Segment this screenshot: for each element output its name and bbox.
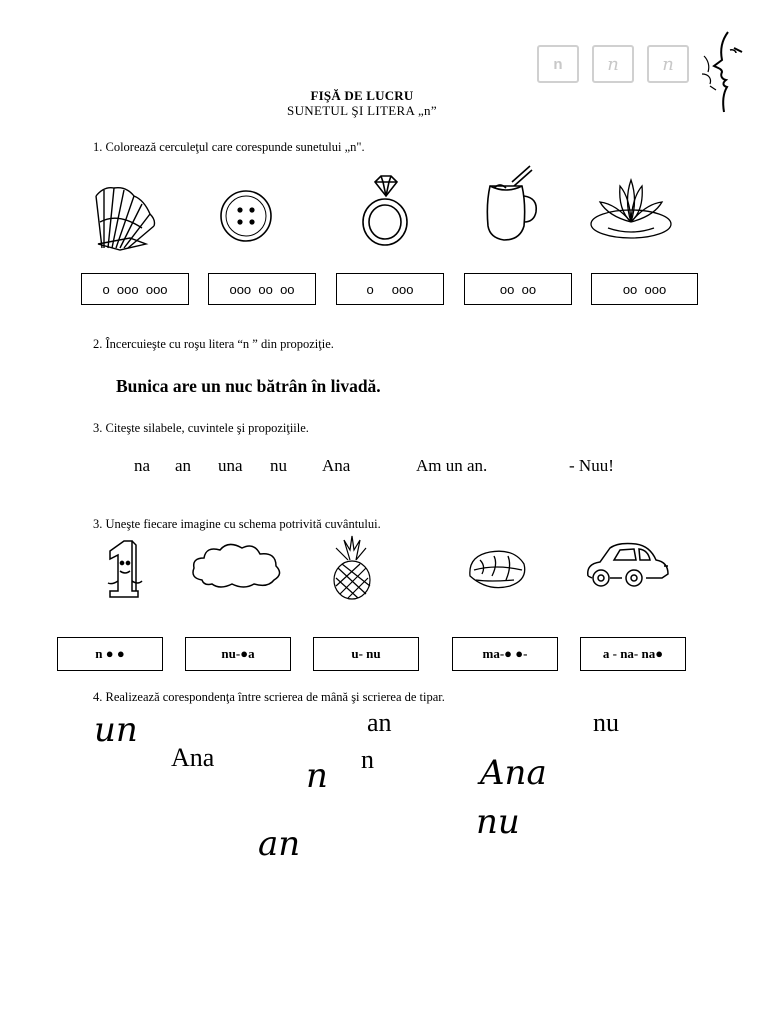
water-lily-icon [588,176,674,242]
worksheet-subtitle: SUNETUL ŞI LITERA „n” [287,103,437,118]
reading-item: an [175,456,192,475]
exercise2-sentence[interactable]: Bunica are un nuc bătrân în livadă. [116,376,381,396]
scheme-box-one[interactable]: n ● ● [57,637,163,671]
button-icon [218,188,274,244]
scheme-box-fan[interactable]: o ooo ooo [81,273,189,305]
scheme-box-water-lily[interactable]: oo ooo [591,273,698,305]
scheme-dot [117,646,125,662]
print-word[interactable]: an [367,708,392,737]
number-one-icon [96,537,146,601]
scheme-dot [504,646,512,662]
cursive-word[interactable]: Ana [480,753,547,793]
mug-icon [482,164,542,244]
reading-item: nu [270,456,287,475]
worksheet-title: FIŞĂ DE LUCRU [310,88,414,103]
scheme-box-pineapple[interactable]: u- nu [313,637,419,671]
scheme-box-mug[interactable]: oo oo [464,273,572,305]
fan-icon [90,182,160,254]
letter-card-cursive: n [592,45,634,83]
cursive-word[interactable]: un [94,710,138,750]
cursive-word[interactable]: n [306,756,328,796]
cursive-word[interactable]: nu [476,802,520,842]
ring-icon [358,174,412,248]
cursive-word[interactable]: an [258,824,301,864]
reading-item: Ana [322,456,351,475]
letter-card-print: n [537,45,579,83]
exercise2-instruction: 2. Încercuieşte cu roşu litera “n ” din propoziţie. [93,337,334,351]
car-icon [584,540,672,592]
letter-card-cursive-guided: n [647,45,689,83]
reading-item: una [218,456,243,475]
scheme-box-button[interactable]: ooo oo oo [208,273,316,305]
scheme-box-ring[interactable]: o ooo [336,273,444,305]
exercise1-instruction: 1. Colorează cerculeţul care corespunde sunetului „n". [93,140,365,154]
scheme-dot [106,646,114,662]
scheme-dot [655,646,663,662]
scheme-box-walnut[interactable]: ma- ● ● - [452,637,558,671]
reading-sentence: Am un an. [416,456,488,475]
exercise3-instruction: 3. Citeşte silabele, cuvintele şi propoziţiile. [93,421,309,435]
print-word[interactable]: Ana [171,743,215,772]
exercise4-instruction: 4. Realizează corespondenţa între scrierea de mână şi scrierea de tipar. [93,690,445,704]
walnut-icon [466,546,530,592]
pineapple-icon [326,536,376,600]
reading-sentence: - Nuu! [569,456,614,475]
scheme-dot [240,646,248,662]
print-word[interactable]: n [361,745,374,774]
print-word[interactable]: nu [593,708,619,737]
reading-item: na [134,456,151,475]
scheme-box-car[interactable]: a - na- na ● [580,637,686,671]
scheme-dot [515,646,523,662]
exercise3b-instruction: 3. Uneşte fiecare imagine cu schema potrivită cuvântului. [93,517,381,531]
cloud-icon [188,540,286,590]
scheme-box-cloud[interactable]: nu- ● a [185,637,291,671]
